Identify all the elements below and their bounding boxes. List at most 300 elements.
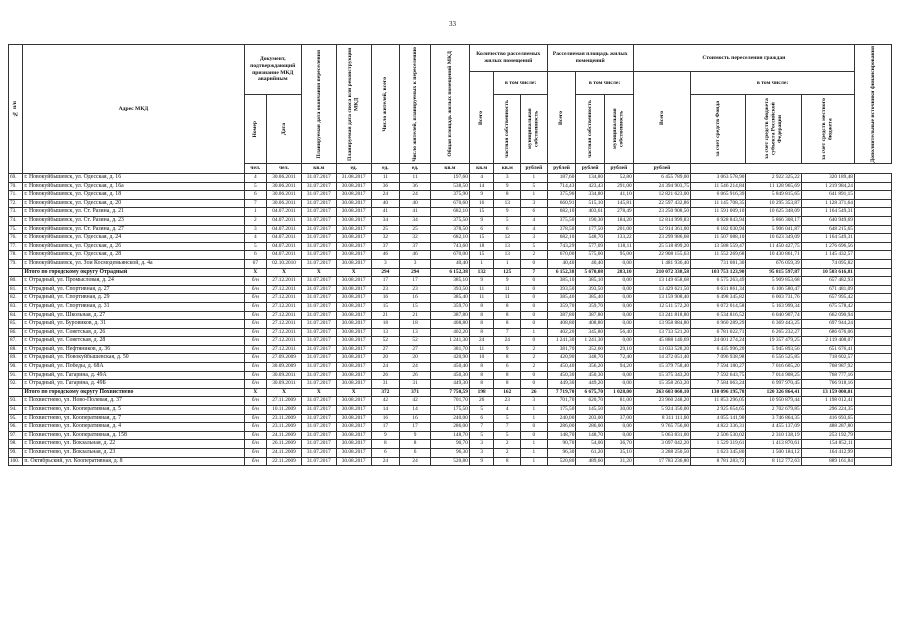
cell-dem: 30.08.2017 xyxy=(336,285,371,294)
cell-r1: 9 xyxy=(371,431,400,440)
cell-r1: 27 xyxy=(371,345,400,354)
cell-addr: г. Отрадный, ул. Буровиков, д. 31 xyxy=(23,320,244,329)
cell-a2: 352,60 xyxy=(576,345,605,354)
cell-c2: 12 xyxy=(494,234,521,243)
cell-s3: 1 413 870,61 xyxy=(746,440,801,449)
cell-s3: 120 326 864,41 xyxy=(746,388,801,397)
cell-dem: 30.08.2017 xyxy=(336,216,371,225)
cell-a1: 148,70 xyxy=(547,431,576,440)
table-row xyxy=(9,354,892,363)
cell-s5 xyxy=(854,294,891,303)
cell-s5 xyxy=(854,363,891,372)
cell-dem: 30.08.2017 xyxy=(336,191,371,200)
cell-c2: 6 xyxy=(494,225,521,234)
cell-num: б/н xyxy=(244,302,267,311)
cell-a2: 148,70 xyxy=(576,431,605,440)
cell-c2: 2 xyxy=(494,449,521,458)
cell-a1: 449,30 xyxy=(547,380,576,389)
cell-r1: 46 xyxy=(371,251,400,260)
cell-c2: 8 xyxy=(494,457,521,466)
table-row xyxy=(9,406,892,415)
header-residents-total: Число жителей, всего xyxy=(371,45,400,164)
cell-area: 240,00 xyxy=(430,414,469,423)
table-row xyxy=(9,345,892,354)
cell-a3: 145,81 xyxy=(605,199,634,208)
table-row xyxy=(9,397,892,406)
cell-r1: 8 xyxy=(371,440,400,449)
cell-a3: 0,00 xyxy=(605,285,634,294)
cell-a3: 0,00 xyxy=(605,320,634,329)
cell-c2: 4 xyxy=(494,406,521,415)
cell-no: 90. xyxy=(9,363,23,372)
cell-dem: 30.08.2017 xyxy=(336,199,371,208)
cell-s2: 6 498 345,82 xyxy=(691,294,746,303)
cell-area: 375,50 xyxy=(430,216,469,225)
cell-dem: 30.08.2017 xyxy=(336,328,371,337)
cell-r2: 371 xyxy=(400,388,431,397)
cell-r1: 18 xyxy=(371,320,400,329)
cell-addr: г. Похвистнево, ул. Вокзальная, д. 22 xyxy=(23,440,244,449)
cell-c1: 9 xyxy=(469,191,494,200)
cell-end: 31.07.2017 xyxy=(301,182,336,191)
cell-a1: 385,40 xyxy=(547,294,576,303)
cell-dem: 30.08.2017 xyxy=(336,311,371,320)
cell-date: 27.12.2011 xyxy=(267,328,302,337)
cell-s2: 11 546 214,84 xyxy=(691,182,746,191)
cell-s5 xyxy=(854,216,891,225)
table-row xyxy=(9,311,892,320)
cell-r2: 36 xyxy=(400,182,431,191)
cell-end: 31.07.2017 xyxy=(301,302,336,311)
cell-s5 xyxy=(854,440,891,449)
cell-date: 27.12.2011 xyxy=(267,294,302,303)
cell-r1: 16 xyxy=(371,294,400,303)
cell-r2: 9 xyxy=(400,431,431,440)
cell-s4: 13 159 000,01 xyxy=(801,388,854,397)
cell-s2: 2 925 654,65 xyxy=(691,406,746,415)
cell-a1: 408,80 xyxy=(547,320,576,329)
cell-date: 10.11.2009 xyxy=(267,406,302,415)
cell-s1: 5 063 831,00 xyxy=(633,431,690,440)
header-cost-subject: за счет средств бюджета субъекта Российской Федерации xyxy=(746,95,801,164)
cell-r2: 15 xyxy=(400,302,431,311)
cell-s2: 6 928 843,94 xyxy=(691,216,746,225)
cell-r1: 17 xyxy=(371,423,400,432)
cell-num: б/н xyxy=(244,337,267,346)
cell-s2: 6 781 022,71 xyxy=(691,328,746,337)
cell-dem: 30.08.2017 xyxy=(336,234,371,243)
cell-num: б/н xyxy=(244,277,267,286)
cell-c1: 11 xyxy=(469,285,494,294)
cell-no: 94. xyxy=(9,406,23,415)
cell-s5 xyxy=(854,354,891,363)
header-rooms-total: Всего xyxy=(469,72,494,164)
cell-a1: 420,90 xyxy=(547,354,576,363)
cell-s2: 11 145 708,35 xyxy=(691,199,746,208)
cell-addr: г. Новокуйбышевск, ул. Одесская, д. 16 xyxy=(23,174,244,183)
cell-a1: 701,70 xyxy=(547,397,576,406)
cell-s5 xyxy=(854,268,891,277)
cell-s2: 24 001 274,24 xyxy=(691,337,746,346)
cell-a2: 449,20 xyxy=(576,380,605,389)
cell-date: 04.07.2011 xyxy=(267,251,302,260)
cell-a1: 385,10 xyxy=(547,277,576,286)
table-row xyxy=(9,199,892,208)
cell-s4: 320 189,48 xyxy=(801,174,854,183)
cell-s4: 648 215,65 xyxy=(801,225,854,234)
cell-num: б/н xyxy=(244,414,267,423)
cell-a2: 515,10 xyxy=(576,199,605,208)
table-row xyxy=(9,216,892,225)
cell-num: 67 xyxy=(244,259,267,268)
cell-a2: 177,50 xyxy=(576,225,605,234)
cell-c3: 1 xyxy=(521,449,548,458)
cell-s4: 768 987,92 xyxy=(801,363,854,372)
cell-r1: 31 xyxy=(371,380,400,389)
cell-area: 148,70 xyxy=(430,431,469,440)
cell-addr: г. Похвистнево, ул. Вокзальная, д. 23 xyxy=(23,449,244,458)
cell-area: 385,10 xyxy=(430,277,469,286)
cell-s3: 6 040 907,74 xyxy=(746,311,801,320)
cell-a3: 56,40 xyxy=(605,328,634,337)
cell-c1: 3 xyxy=(469,449,494,458)
cell-s4: 671 481,09 xyxy=(801,285,854,294)
cell-r1: 26 xyxy=(371,371,400,380)
cell-no xyxy=(9,388,23,397)
cell-s3: 6 106 580,47 xyxy=(746,285,801,294)
cell-a1: 1 241,30 xyxy=(547,337,576,346)
cell-date: 30.06.2011 xyxy=(267,199,302,208)
cell-a1: 7 719,70 xyxy=(547,388,576,397)
cell-a3: 133,22 xyxy=(605,234,634,243)
cell-area: 359,70 xyxy=(430,302,469,311)
cell-s3: 3 746 864,35 xyxy=(746,414,801,423)
cell-date: 27.12.2011 xyxy=(267,320,302,329)
cell-s2: 6 534 816,52 xyxy=(691,311,746,320)
cell-r2: 23 xyxy=(400,285,431,294)
cell-r1: 23 xyxy=(371,285,400,294)
header-rooms-private: частная собственность xyxy=(494,95,521,164)
table-row xyxy=(9,277,892,286)
cell-s1: 5 924 350,00 xyxy=(633,406,690,415)
cell-s2: 6 072 014,58 xyxy=(691,302,746,311)
cell-no: 97. xyxy=(9,431,23,440)
cell-s5 xyxy=(854,242,891,251)
cell-dem: X xyxy=(336,388,371,397)
cell-end: 31.07.2017 xyxy=(301,328,336,337)
cell-r2: 13 xyxy=(400,328,431,337)
cell-dem: 30.08.2017 xyxy=(336,251,371,260)
cell-c2: 2 xyxy=(494,440,521,449)
cell-r2: 3 xyxy=(400,259,431,268)
cell-a1: 359,70 xyxy=(547,302,576,311)
cell-date: 24.11.2009 xyxy=(267,449,302,458)
cell-s5 xyxy=(854,328,891,337)
cell-dem: 30.08.2017 xyxy=(336,259,371,268)
cell-addr: г. Отрадный, ул. Советская, д. 26 xyxy=(23,328,244,337)
unit-cell: рублей xyxy=(547,164,576,174)
cell-date: 04.07.2011 xyxy=(267,242,302,251)
cell-c1: 8 xyxy=(469,320,494,329)
cell-area: 286,00 xyxy=(430,423,469,432)
cell-c1: 9 xyxy=(469,216,494,225)
cell-area: 538,50 xyxy=(430,182,469,191)
cell-no: 84. xyxy=(9,311,23,320)
cell-num: б/н xyxy=(244,423,267,432)
header-area-incl: в том числе: xyxy=(576,72,633,95)
cell-c3: 0 xyxy=(521,285,548,294)
cell-a1: 40,40 xyxy=(547,259,576,268)
cell-c3: 6 xyxy=(521,208,548,217)
unit-cell: рублей xyxy=(576,164,605,174)
cell-s2: 4 055 141,90 xyxy=(691,414,746,423)
cell-num: 6 xyxy=(244,251,267,260)
cell-a1: 240,00 xyxy=(547,414,576,423)
header-document: Документ, подтверждающий признание МКД аварийным xyxy=(244,45,301,95)
cell-s1: 15 375 343,20 xyxy=(633,371,690,380)
cell-num: б/н xyxy=(244,328,267,337)
cell-c3: 1 xyxy=(521,457,548,466)
cell-a1: 402,20 xyxy=(547,328,576,337)
cell-s5 xyxy=(854,388,891,397)
cell-a1: 378,50 xyxy=(547,225,576,234)
cell-s1: 3 097 042,20 xyxy=(633,440,690,449)
cell-num: 3 xyxy=(244,225,267,234)
cell-a3: 0,00 xyxy=(605,294,634,303)
cell-a1: 381,70 xyxy=(547,345,576,354)
cell-s3: 10 430 861,71 xyxy=(746,251,801,260)
cell-a3: 0,00 xyxy=(605,302,634,311)
cell-s1: 12 511 572,20 xyxy=(633,302,690,311)
cell-c3: 4 xyxy=(521,225,548,234)
cell-addr: г. Отрадный, ул. Нефтяников, д. 36 xyxy=(23,345,244,354)
cell-a3: 201,00 xyxy=(605,225,634,234)
cell-num: б/н xyxy=(244,354,267,363)
cell-s4: 641 891,15 xyxy=(801,191,854,200)
cell-a3: 36,70 xyxy=(605,440,634,449)
unit-cell: кв.м xyxy=(430,164,469,174)
cell-addr: г. Похвистнево, ул. Кооперативная, д. 158 xyxy=(23,431,244,440)
cell-a2: 385,40 xyxy=(576,294,605,303)
cell-r2: 16 xyxy=(400,294,431,303)
cell-s1: 263 603 060,10 xyxy=(633,388,690,397)
cell-r2: 27 xyxy=(400,345,431,354)
cell-s1: 13 033 528,20 xyxy=(633,345,690,354)
cell-a2: 334,80 xyxy=(576,191,605,200)
cell-a1: 96,30 xyxy=(547,449,576,458)
cell-area: 387,80 xyxy=(430,311,469,320)
cell-addr: г. Отрадный, ул. Школьная, д. 27 xyxy=(23,311,244,320)
cell-s5 xyxy=(854,449,891,458)
table-row xyxy=(9,225,892,234)
cell-num: б/н xyxy=(244,397,267,406)
cell-s3: 1 500 184,12 xyxy=(746,449,801,458)
cell-s2: 103 753 123,90 xyxy=(691,268,746,277)
cell-s3: 19 357 479,25 xyxy=(746,337,801,346)
cell-s1: 3 288 250,50 xyxy=(633,449,690,458)
cell-s5 xyxy=(854,191,891,200)
table-row xyxy=(9,431,892,440)
cell-s5 xyxy=(854,406,891,415)
cell-s3: 10 623 349,09 xyxy=(746,234,801,243)
cell-r1: 37 xyxy=(371,242,400,251)
cell-a2: 620,70 xyxy=(576,397,605,406)
cell-a1: 660,91 xyxy=(547,199,576,208)
cell-a2: 286,00 xyxy=(576,423,605,432)
cell-area: 197,60 xyxy=(430,174,469,183)
cell-a1: 670,00 xyxy=(547,251,576,260)
cell-a3: 278,49 xyxy=(605,208,634,217)
cell-s2: 6 435 996,20 xyxy=(691,345,746,354)
cell-area: 450,40 xyxy=(430,363,469,372)
cell-c3: 2 xyxy=(521,354,548,363)
table-row xyxy=(9,242,892,251)
cell-date: 30.06.2011 xyxy=(267,174,302,183)
cell-s2: 6 960 289,29 xyxy=(691,320,746,329)
cell-s4: 1 164 549,31 xyxy=(801,234,854,243)
cell-s4: 768 777,16 xyxy=(801,371,854,380)
cell-c3: 0 xyxy=(521,380,548,389)
cell-r1: 24 xyxy=(371,191,400,200)
cell-s3: 6 556 525,85 xyxy=(746,354,801,363)
header-planned-demolition: Планируемая дата сноса или реконструкции МКД xyxy=(336,45,371,164)
subtotal-row xyxy=(9,388,892,397)
cell-no: 93. xyxy=(9,397,23,406)
cell-r1: 14 xyxy=(371,406,400,415)
cell-r1: 15 xyxy=(371,302,400,311)
cell-a2: 348,70 xyxy=(576,354,605,363)
cell-a2: 359,70 xyxy=(576,302,605,311)
cell-r2: 24 xyxy=(400,191,431,200)
cell-a3: 81,00 xyxy=(605,397,634,406)
cell-addr: г. Отрадный, ул. Спортивная, д. 29 xyxy=(23,294,244,303)
cell-s1: 22 597 432,86 xyxy=(633,199,690,208)
cell-r1: 6 xyxy=(371,449,400,458)
cell-s5 xyxy=(854,397,891,406)
cell-a2: 356,20 xyxy=(576,363,605,372)
cell-no: 98. xyxy=(9,440,23,449)
cell-num: б/н xyxy=(244,457,267,466)
cell-a3: 31,20 xyxy=(605,457,634,466)
cell-c1: 8 xyxy=(469,371,494,380)
cell-s1: 23 299 986,68 xyxy=(633,234,690,243)
cell-a2: 54,00 xyxy=(576,440,605,449)
cell-num: X xyxy=(244,268,267,277)
cell-area: 520,80 xyxy=(430,457,469,466)
header-rooms-incl: в том числе: xyxy=(494,72,547,95)
cell-a2: 40,40 xyxy=(576,259,605,268)
cell-a2: 385,10 xyxy=(576,277,605,286)
cell-a3: 0,00 xyxy=(605,371,634,380)
cell-a3: 29,10 xyxy=(605,345,634,354)
cell-num: X xyxy=(244,388,267,397)
cell-no: 95. xyxy=(9,414,23,423)
cell-s2: 11 552 269,68 xyxy=(691,251,746,260)
cell-c2: 7 xyxy=(494,423,521,432)
cell-addr: г. Отрадный, ул. Спортивная, д. 31 xyxy=(23,302,244,311)
cell-s1: 13 733 521,20 xyxy=(633,328,690,337)
cell-end: 31.07.2017 xyxy=(301,259,336,268)
table-row xyxy=(9,302,892,311)
cell-s5 xyxy=(854,302,891,311)
cell-s5 xyxy=(854,380,891,389)
cell-s4: 686 676,06 xyxy=(801,328,854,337)
cell-s5 xyxy=(854,320,891,329)
unit-cell: чел. xyxy=(244,164,267,174)
cell-c2: 9 xyxy=(494,277,521,286)
cell-c1: 15 xyxy=(469,208,494,217)
cell-end: 31.07.2017 xyxy=(301,337,336,346)
cell-date: 23.11.2009 xyxy=(267,414,302,423)
cell-area: 7 750,59 xyxy=(430,388,469,397)
header-planned-end: Планируемая дата окончания переселения xyxy=(301,45,336,164)
cell-a2: 393,50 xyxy=(576,285,605,294)
unit-cell: кв.м xyxy=(494,164,521,174)
cell-c1: 8 xyxy=(469,363,494,372)
table-row xyxy=(9,380,892,389)
cell-c2: 5 xyxy=(494,216,521,225)
cell-a3: 291,00 xyxy=(605,182,634,191)
cell-addr: г. Отрадный, ул. Гагарина, д. 49Б xyxy=(23,380,244,389)
cell-a2: 387,80 xyxy=(576,311,605,320)
cell-addr: г. Отрадный, ул. Советская, д. 28 xyxy=(23,337,244,346)
cell-num: б/н xyxy=(244,294,267,303)
cell-c3: 2 xyxy=(521,251,548,260)
cell-c2: 8 xyxy=(494,302,521,311)
cell-a2: 5 670,08 xyxy=(576,268,605,277)
cell-r1: 40 xyxy=(371,199,400,208)
table-row xyxy=(9,251,892,260)
table-row xyxy=(9,182,892,191)
cell-s1: 15 358 263,20 xyxy=(633,380,690,389)
cell-s1: 13 149 658,68 xyxy=(633,277,690,286)
cell-c3: 3 xyxy=(521,199,548,208)
cell-no: 71. xyxy=(9,191,23,200)
cell-s5 xyxy=(854,259,891,268)
cell-s1: 15 379 758,40 xyxy=(633,363,690,372)
cell-c1: 6 xyxy=(469,414,494,423)
cell-c1: 8 xyxy=(469,311,494,320)
cell-s4: 1 164 549,31 xyxy=(801,208,854,217)
header-cost-incl: в том числе: xyxy=(691,72,855,95)
cell-a2: 489,60 xyxy=(576,457,605,466)
cell-r2: 6 xyxy=(400,449,431,458)
cell-a1: 6 152,38 xyxy=(547,268,576,277)
cell-s1: 17 783 236,80 xyxy=(633,457,690,466)
cell-addr: г. Новокуйбышевск, ул. Одесская, д. 28 xyxy=(23,251,244,260)
cell-dem: 30.08.2017 xyxy=(336,397,371,406)
cell-r2: 24 xyxy=(400,457,431,466)
cell-area: 449,30 xyxy=(430,380,469,389)
cell-a3: 30,00 xyxy=(605,406,634,415)
cell-a1: 375,90 xyxy=(547,191,576,200)
cell-s4: 697 944,24 xyxy=(801,320,854,329)
table-row xyxy=(9,440,892,449)
cell-a3: 0,00 xyxy=(605,337,634,346)
cell-a3: 37,00 xyxy=(605,414,634,423)
cell-s4: 651 676,41 xyxy=(801,345,854,354)
cell-dem: 30.08.2017 xyxy=(336,414,371,423)
cell-num: б/н xyxy=(244,285,267,294)
cell-s1: 210 072 338,58 xyxy=(633,268,690,277)
cell-end: 31.07.2017 xyxy=(301,234,336,243)
cell-c3: 26 xyxy=(521,388,548,397)
cell-end: 31.07.2017 xyxy=(301,354,336,363)
cell-end: 31.07.2017 xyxy=(301,457,336,466)
cell-r1: 294 xyxy=(371,268,400,277)
cell-end: 31.07.2017 xyxy=(301,285,336,294)
cell-s5 xyxy=(854,457,891,466)
